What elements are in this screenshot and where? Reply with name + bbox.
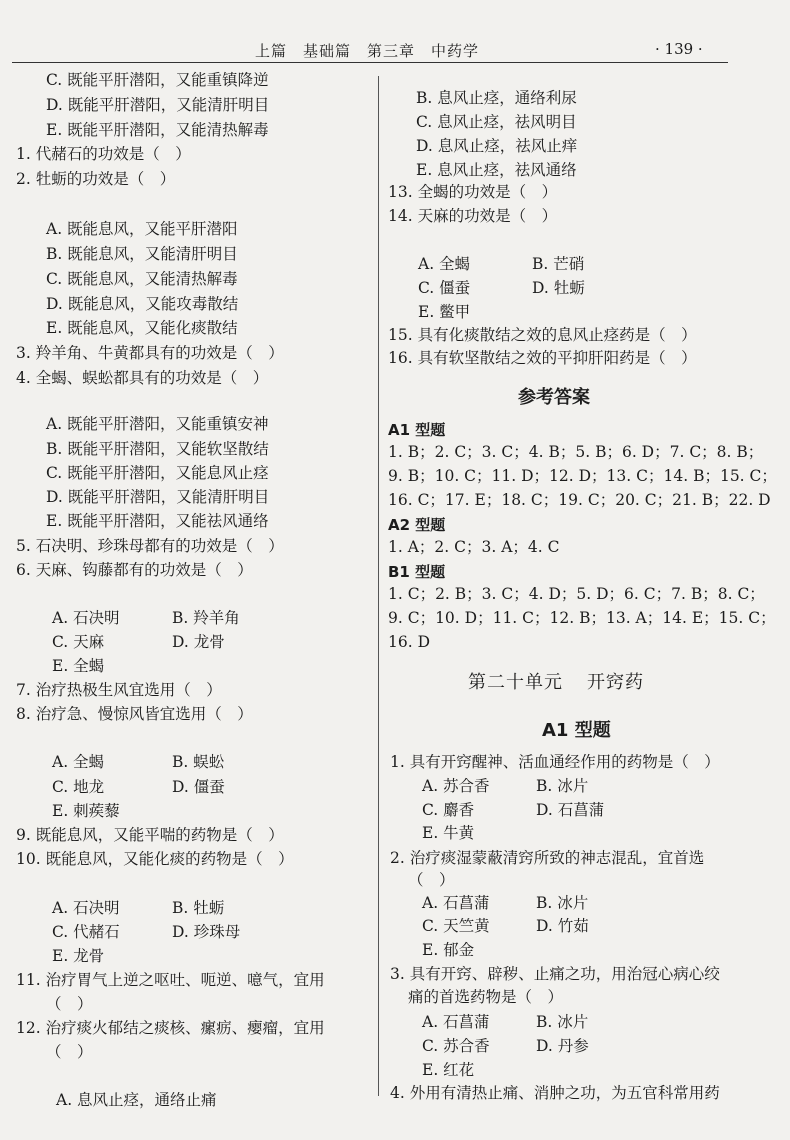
- answer-line: 16. C；17. E；18. C；19. C；20. C；21. B；22. D: [388, 491, 771, 509]
- option-line: D. 石菖蒲: [536, 801, 605, 819]
- running-header-title: 上篇 基础篇 第三章 中药学: [255, 42, 480, 60]
- option-line: B. 冰片: [536, 777, 589, 795]
- question-line-continued: （ ）: [46, 995, 93, 1013]
- option-line: B. 芒硝: [532, 255, 585, 273]
- question-line-continued: 痛的首选药物是（ ）: [408, 988, 564, 1006]
- question-line: 10. 既能息风，又能化痰的药物是（ ）: [16, 850, 294, 868]
- option-line: C. 僵蚕: [418, 279, 471, 297]
- option-line: A. 石决明: [52, 609, 120, 627]
- option-line: E. 刺蒺藜: [52, 802, 120, 820]
- answer-line: 1. C；2. B；3. C；4. D；5. D；6. C；7. B；8. C；: [388, 585, 765, 603]
- option-line: C. 麝香: [422, 801, 475, 819]
- question-line-continued: （ ）: [408, 871, 455, 889]
- option-line: B. 羚羊角: [172, 609, 240, 627]
- option-line: D. 丹参: [536, 1037, 589, 1055]
- option-line: D. 既能平肝潜阳，又能清肝明目: [46, 96, 270, 114]
- option-line: C. 代赭石: [52, 923, 120, 941]
- option-line: D. 既能平肝潜阳，又能清肝明目: [46, 488, 270, 506]
- unit-name: 开窍药: [587, 672, 644, 693]
- option-line: D. 僵蚕: [172, 778, 225, 796]
- option-line: B. 牡蛎: [172, 899, 225, 917]
- question-line: 14. 天麻的功效是（ ）: [388, 207, 558, 225]
- answer-line: 1. B；2. C；3. C；4. B；5. B；6. D；7. C；8. B；: [388, 443, 764, 461]
- option-line: E. 鳖甲: [418, 303, 471, 321]
- option-line: B. 冰片: [536, 894, 589, 912]
- option-line: D. 息风止痉，祛风止痒: [416, 137, 578, 155]
- unit-title: [468, 668, 668, 694]
- question-line: 16. 具有软坚散结之效的平抑肝阳药是（ ）: [388, 349, 697, 367]
- page-number: · 139 ·: [655, 40, 703, 58]
- page-header: [0, 0, 790, 64]
- option-line: C. 既能息风，又能清热解毒: [46, 270, 238, 288]
- question-line: 1. 代赭石的功效是（ ）: [16, 145, 191, 163]
- question-line: 15. 具有化痰散结之效的息风止痉药是（ ）: [388, 326, 697, 344]
- question-line: 7. 治疗热极生风宜选用（ ）: [16, 681, 222, 699]
- option-line: E. 息风止痉，祛风通络: [416, 161, 577, 179]
- question-line: 12. 治疗痰火郁结之痰核、瘰疬、瘿瘤，宜用: [16, 1019, 325, 1037]
- option-line: C. 天竺黄: [422, 917, 490, 935]
- column-divider: [378, 76, 379, 1096]
- question-line: 2. 治疗痰湿蒙蔽清窍所致的神志混乱，宜首选: [390, 849, 705, 867]
- question-line: 1. 具有开窍醒神、活血通经作用的药物是（ ）: [390, 753, 720, 771]
- option-line: C. 天麻: [52, 633, 105, 651]
- question-line: 2. 牡蛎的功效是（ ）: [16, 170, 176, 188]
- question-line: 6. 天麻、钩藤都有的功效是（ ）: [16, 561, 253, 579]
- section-label: A1 型题: [388, 421, 446, 439]
- option-line: A. 石菖蒲: [422, 1013, 490, 1031]
- option-line: D. 既能息风，又能攻毒散结: [46, 295, 239, 313]
- option-line: D. 竹茹: [536, 917, 589, 935]
- option-line: E. 既能平肝潜阳，又能祛风通络: [46, 512, 269, 530]
- question-line-continued: （ ）: [46, 1043, 93, 1061]
- question-line: 8. 治疗急、慢惊风皆宜选用（ ）: [16, 705, 253, 723]
- header-rule: [12, 62, 728, 63]
- question-line: 4. 外用有清热止痛、消肿之功，为五官科常用药: [390, 1084, 720, 1102]
- option-line: A. 石决明: [52, 899, 120, 917]
- question-line: 4. 全蝎、蜈蚣都具有的功效是（ ）: [16, 369, 269, 387]
- option-line: A. 全蝎: [52, 753, 105, 771]
- answer-line: 9. B；10. C；11. D；12. D；13. C；14. B；15. C；: [388, 467, 777, 485]
- option-line: D. 牡蛎: [532, 279, 585, 297]
- option-line: A. 既能平肝潜阳，又能重镇安神: [46, 415, 269, 433]
- option-line: C. 既能平肝潜阳，又能重镇降逆: [46, 71, 269, 89]
- option-line: A. 石菖蒲: [422, 894, 490, 912]
- option-line: A. 既能息风，又能平肝潜阳: [46, 220, 238, 238]
- option-line: C. 苏合香: [422, 1037, 490, 1055]
- option-line: C. 既能平肝潜阳，又能息风止痉: [46, 464, 269, 482]
- answer-line: 1. A；2. C；3. A；4. C: [388, 538, 560, 556]
- option-line: E. 既能息风，又能化痰散结: [46, 319, 238, 337]
- option-line: B. 蜈蚣: [172, 753, 225, 771]
- option-line: E. 郁金: [422, 941, 475, 959]
- option-line: B. 息风止痉，通络利尿: [416, 89, 577, 107]
- option-line: B. 既能平肝潜阳，又能软坚散结: [46, 440, 269, 458]
- option-line: A. 全蝎: [418, 255, 471, 273]
- section-label: B1 型题: [388, 563, 446, 581]
- answer-line: 16. D: [388, 633, 431, 651]
- option-line: B. 既能息风，又能清肝明目: [46, 245, 238, 263]
- answers-heading: 参考答案: [518, 387, 590, 408]
- question-line: 3. 羚羊角、牛黄都具有的功效是（ ）: [16, 344, 284, 362]
- option-line: D. 龙骨: [172, 633, 225, 651]
- option-line: E. 红花: [422, 1061, 475, 1079]
- question-line: 3. 具有开窍、辟秽、止痛之功，用治冠心病心绞: [390, 965, 720, 983]
- option-line: C. 息风止痉，祛风明目: [416, 113, 577, 131]
- unit-number: 第二十单元: [468, 672, 563, 693]
- section-heading: A1 型题: [542, 720, 611, 741]
- option-line: B. 冰片: [536, 1013, 589, 1031]
- option-line: A. 苏合香: [422, 777, 490, 795]
- question-line: 9. 既能息风，又能平喘的药物是（ ）: [16, 826, 284, 844]
- question-line: 13. 全蝎的功效是（ ）: [388, 183, 558, 201]
- option-line: E. 既能平肝潜阳，又能清热解毒: [46, 121, 269, 139]
- option-line: E. 龙骨: [52, 947, 105, 965]
- question-line: 11. 治疗胃气上逆之呕吐、呃逆、噫气，宜用: [16, 971, 325, 989]
- option-line: A. 息风止痉，通络止痛: [56, 1091, 217, 1109]
- option-line: C. 地龙: [52, 778, 105, 796]
- option-line: E. 牛黄: [422, 824, 475, 842]
- question-line: 5. 石决明、珍珠母都有的功效是（ ）: [16, 537, 284, 555]
- answer-line: 9. C；10. D；11. C；12. B；13. A；14. E；15. C；: [388, 609, 776, 627]
- option-line: D. 珍珠母: [172, 923, 241, 941]
- section-label: A2 型题: [388, 516, 446, 534]
- option-line: E. 全蝎: [52, 657, 105, 675]
